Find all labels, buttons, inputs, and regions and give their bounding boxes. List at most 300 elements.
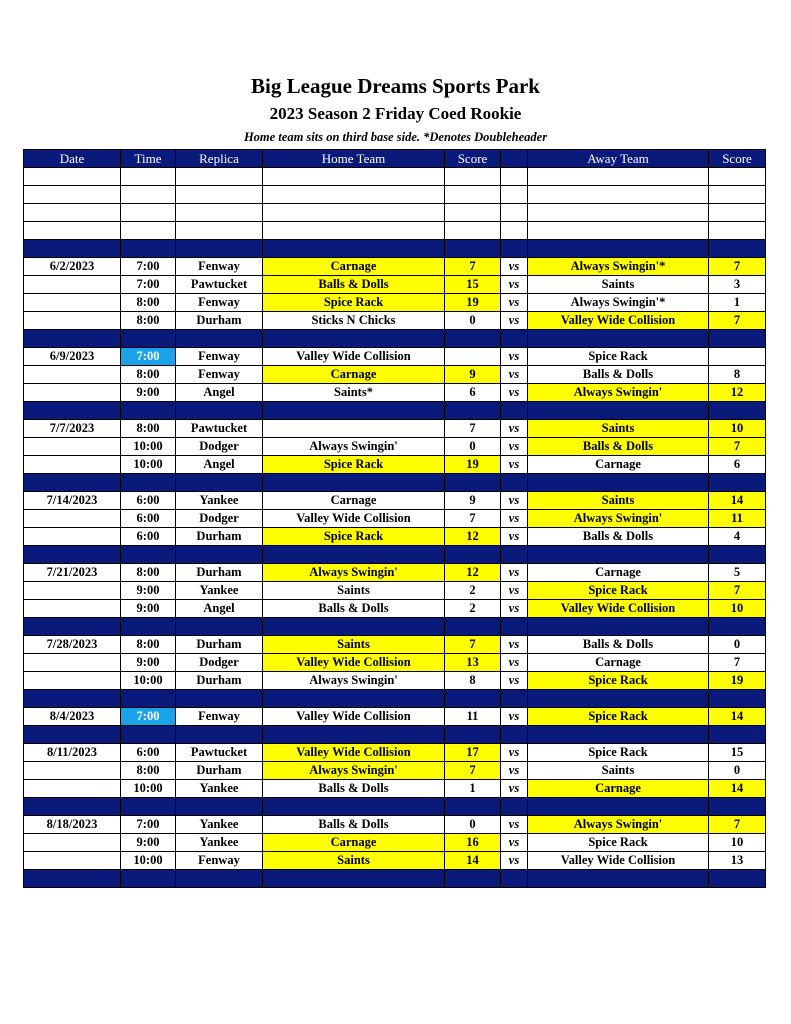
away-score: 10: [709, 420, 766, 438]
game-row: [24, 762, 766, 780]
game-replica: Durham: [176, 564, 263, 582]
home-team: Spice Rack: [263, 294, 445, 312]
game-row: [24, 420, 766, 438]
vs-label: vs: [501, 456, 528, 474]
week-separator-cell: [709, 474, 766, 492]
away-team: Balls & Dolls: [528, 636, 709, 654]
week-separator-cell: [24, 546, 121, 564]
home-team: Carnage: [263, 366, 445, 384]
game-row: [24, 438, 766, 456]
game-time: 9:00: [121, 834, 176, 852]
away-team: Valley Wide Collision: [528, 312, 709, 330]
week-separator-cell: [528, 798, 709, 816]
home-team: Valley Wide Collision: [263, 744, 445, 762]
col-header-away-score: Score: [709, 150, 766, 168]
away-team: Carnage: [528, 456, 709, 474]
home-team: [263, 420, 445, 438]
home-team: Sticks N Chicks: [263, 312, 445, 330]
away-team: Spice Rack: [528, 672, 709, 690]
week-separator-cell: [501, 798, 528, 816]
game-date: [24, 672, 121, 690]
game-time: 6:00: [121, 744, 176, 762]
game-time: 10:00: [121, 438, 176, 456]
game-date: [24, 780, 121, 798]
game-row: [24, 348, 766, 366]
game-row: [24, 294, 766, 312]
week-separator-cell: [445, 240, 501, 258]
col-header-home-team: Home Team: [263, 150, 445, 168]
week-separator-cell: [176, 870, 263, 888]
home-score: 17: [445, 744, 501, 762]
blank-row-cell: [445, 168, 501, 186]
week-separator-cell: [263, 474, 445, 492]
home-score: 11: [445, 708, 501, 726]
vs-label: vs: [501, 744, 528, 762]
week-separator-cell: [24, 330, 121, 348]
home-score: 2: [445, 600, 501, 618]
blank-row-cell: [501, 204, 528, 222]
away-score: 15: [709, 744, 766, 762]
week-separator-cell: [176, 690, 263, 708]
blank-row-cell: [445, 186, 501, 204]
away-score: 0: [709, 636, 766, 654]
blank-row-cell: [528, 186, 709, 204]
week-separator-cell: [263, 798, 445, 816]
game-time: 6:00: [121, 492, 176, 510]
vs-label: vs: [501, 294, 528, 312]
blank-row-cell: [24, 186, 121, 204]
vs-label: vs: [501, 492, 528, 510]
away-score: 7: [709, 582, 766, 600]
vs-label: vs: [501, 258, 528, 276]
away-team: Saints: [528, 420, 709, 438]
game-replica: Dodger: [176, 654, 263, 672]
week-separator-cell: [528, 870, 709, 888]
game-row: [24, 528, 766, 546]
week-separator-cell: [121, 870, 176, 888]
game-row: [24, 780, 766, 798]
week-separator-cell: [709, 798, 766, 816]
schedule-table: [23, 149, 766, 888]
col-header-time: Time: [121, 150, 176, 168]
week-separator-cell: [501, 870, 528, 888]
game-date: [24, 438, 121, 456]
week-separator-cell: [501, 402, 528, 420]
table-header-row: [24, 150, 766, 168]
vs-label: vs: [501, 762, 528, 780]
week-separator-cell: [24, 870, 121, 888]
game-time: 9:00: [121, 654, 176, 672]
blank-row-cell: [176, 168, 263, 186]
game-row: [24, 258, 766, 276]
game-time: 8:00: [121, 636, 176, 654]
week-separator-cell: [263, 402, 445, 420]
game-replica: Dodger: [176, 510, 263, 528]
week-separator-cell: [263, 726, 445, 744]
blank-row-cell: [528, 222, 709, 240]
week-separator-cell: [501, 618, 528, 636]
away-team: Carnage: [528, 564, 709, 582]
week-separator-cell: [121, 690, 176, 708]
game-row: [24, 816, 766, 834]
home-team: Balls & Dolls: [263, 276, 445, 294]
game-replica: Durham: [176, 672, 263, 690]
game-date: 6/2/2023: [24, 258, 121, 276]
schedule-body: [24, 168, 766, 888]
game-date: [24, 852, 121, 870]
blank-row-cell: [528, 204, 709, 222]
away-team: Balls & Dolls: [528, 366, 709, 384]
game-row: [24, 366, 766, 384]
game-time: 7:00: [121, 276, 176, 294]
game-replica: Fenway: [176, 348, 263, 366]
vs-label: vs: [501, 708, 528, 726]
away-team: Always Swingin'*: [528, 294, 709, 312]
home-score: 7: [445, 420, 501, 438]
vs-label: vs: [501, 366, 528, 384]
game-date: [24, 528, 121, 546]
home-score: 7: [445, 762, 501, 780]
away-score: 13: [709, 852, 766, 870]
game-time: 8:00: [121, 366, 176, 384]
home-score: 6: [445, 384, 501, 402]
game-time: 10:00: [121, 456, 176, 474]
game-date: [24, 366, 121, 384]
game-replica: Yankee: [176, 780, 263, 798]
week-separator-cell: [709, 690, 766, 708]
blank-row-cell: [121, 204, 176, 222]
week-separator-cell: [445, 546, 501, 564]
game-time: 9:00: [121, 582, 176, 600]
week-separator-cell: [176, 240, 263, 258]
game-date: [24, 294, 121, 312]
week-separator-cell: [528, 726, 709, 744]
away-score: 7: [709, 258, 766, 276]
game-date: [24, 384, 121, 402]
game-time: 7:00: [121, 258, 176, 276]
away-score: 10: [709, 834, 766, 852]
home-team: Valley Wide Collision: [263, 654, 445, 672]
page-subtitle: 2023 Season 2 Friday Coed Rookie: [269, 104, 522, 123]
blank-row-cell: [445, 222, 501, 240]
home-team: Carnage: [263, 492, 445, 510]
week-separator-cell: [528, 618, 709, 636]
week-separator: [24, 798, 766, 816]
week-separator: [24, 546, 766, 564]
game-date: [24, 510, 121, 528]
schedule-note: Home team sits on third base side. *Denotes Doubleheader: [243, 130, 548, 144]
game-date: 7/28/2023: [24, 636, 121, 654]
vs-label: vs: [501, 384, 528, 402]
home-team: Balls & Dolls: [263, 600, 445, 618]
week-separator: [24, 870, 766, 888]
week-separator-cell: [709, 240, 766, 258]
game-row: [24, 636, 766, 654]
week-separator-cell: [445, 726, 501, 744]
home-team: Valley Wide Collision: [263, 708, 445, 726]
away-score: [709, 348, 766, 366]
week-separator: [24, 726, 766, 744]
vs-label: vs: [501, 636, 528, 654]
home-team: Always Swingin': [263, 564, 445, 582]
game-replica: Angel: [176, 456, 263, 474]
home-score: 0: [445, 438, 501, 456]
vs-label: vs: [501, 510, 528, 528]
blank-row-cell: [24, 204, 121, 222]
week-separator-cell: [176, 402, 263, 420]
vs-label: vs: [501, 528, 528, 546]
week-separator-cell: [24, 690, 121, 708]
week-separator-cell: [501, 240, 528, 258]
game-time: 9:00: [121, 384, 176, 402]
vs-label: vs: [501, 582, 528, 600]
home-score: 9: [445, 366, 501, 384]
blank-row-cell: [445, 204, 501, 222]
home-team: Saints*: [263, 384, 445, 402]
home-score: 14: [445, 852, 501, 870]
week-separator-cell: [24, 618, 121, 636]
home-team: Spice Rack: [263, 528, 445, 546]
game-row: [24, 852, 766, 870]
vs-label: vs: [501, 348, 528, 366]
blank-row-cell: [263, 204, 445, 222]
week-separator-cell: [709, 402, 766, 420]
game-time: 8:00: [121, 762, 176, 780]
week-separator-cell: [24, 726, 121, 744]
away-team: Valley Wide Collision: [528, 600, 709, 618]
game-replica: Pawtucket: [176, 744, 263, 762]
blank-row-cell: [24, 168, 121, 186]
week-separator-cell: [709, 870, 766, 888]
week-separator-cell: [445, 402, 501, 420]
game-replica: Durham: [176, 762, 263, 780]
vs-label: vs: [501, 852, 528, 870]
blank-row: [24, 204, 766, 222]
week-separator-cell: [121, 798, 176, 816]
blank-row-cell: [528, 168, 709, 186]
game-replica: Pawtucket: [176, 276, 263, 294]
week-separator-cell: [528, 240, 709, 258]
game-time: 10:00: [121, 852, 176, 870]
col-header-date: Date: [24, 150, 121, 168]
game-date: [24, 600, 121, 618]
vs-label: vs: [501, 312, 528, 330]
week-separator-cell: [263, 240, 445, 258]
home-team: Always Swingin': [263, 762, 445, 780]
week-separator-cell: [445, 798, 501, 816]
week-separator-cell: [263, 546, 445, 564]
week-separator-cell: [121, 546, 176, 564]
away-score: 14: [709, 780, 766, 798]
blank-row-cell: [121, 186, 176, 204]
away-score: 7: [709, 654, 766, 672]
away-team: Spice Rack: [528, 834, 709, 852]
game-row: [24, 384, 766, 402]
game-row: [24, 564, 766, 582]
game-replica: Fenway: [176, 708, 263, 726]
game-date: [24, 762, 121, 780]
week-separator-cell: [176, 330, 263, 348]
home-team: Balls & Dolls: [263, 816, 445, 834]
vs-label: vs: [501, 564, 528, 582]
game-row: [24, 276, 766, 294]
game-row: [24, 582, 766, 600]
week-separator-cell: [263, 690, 445, 708]
col-header-home-score: Score: [445, 150, 501, 168]
week-separator-cell: [121, 330, 176, 348]
home-score: 12: [445, 528, 501, 546]
away-team: Always Swingin': [528, 816, 709, 834]
game-date: 7/21/2023: [24, 564, 121, 582]
game-row: [24, 654, 766, 672]
home-score: 13: [445, 654, 501, 672]
game-date: 7/7/2023: [24, 420, 121, 438]
home-score: 7: [445, 258, 501, 276]
game-date: [24, 276, 121, 294]
blank-row-cell: [501, 222, 528, 240]
home-score: 8: [445, 672, 501, 690]
home-score: 1: [445, 780, 501, 798]
blank-row-cell: [709, 186, 766, 204]
away-score: 10: [709, 600, 766, 618]
week-separator-cell: [263, 618, 445, 636]
blank-row-cell: [263, 186, 445, 204]
week-separator-cell: [528, 474, 709, 492]
away-score: 19: [709, 672, 766, 690]
week-separator-cell: [263, 330, 445, 348]
game-replica: Durham: [176, 528, 263, 546]
week-separator-cell: [445, 870, 501, 888]
game-row: [24, 312, 766, 330]
game-time: 8:00: [121, 420, 176, 438]
away-team: Carnage: [528, 654, 709, 672]
away-team: Saints: [528, 492, 709, 510]
week-separator-cell: [24, 402, 121, 420]
week-separator-cell: [501, 690, 528, 708]
week-separator-cell: [24, 474, 121, 492]
week-separator-cell: [121, 726, 176, 744]
away-score: 8: [709, 366, 766, 384]
away-team: Spice Rack: [528, 582, 709, 600]
away-score: 14: [709, 708, 766, 726]
game-date: 7/14/2023: [24, 492, 121, 510]
home-score: 16: [445, 834, 501, 852]
blank-row-cell: [176, 222, 263, 240]
week-separator-cell: [709, 618, 766, 636]
col-header-replica: Replica: [176, 150, 263, 168]
away-team: Always Swingin'*: [528, 258, 709, 276]
game-time: 6:00: [121, 510, 176, 528]
game-replica: Yankee: [176, 492, 263, 510]
away-team: Spice Rack: [528, 348, 709, 366]
blank-row: [24, 168, 766, 186]
home-team: Always Swingin': [263, 672, 445, 690]
game-row: [24, 456, 766, 474]
game-date: 8/4/2023: [24, 708, 121, 726]
game-time: 7:00: [121, 816, 176, 834]
away-team: Saints: [528, 276, 709, 294]
away-score: 5: [709, 564, 766, 582]
blank-row-cell: [709, 222, 766, 240]
away-team: Always Swingin': [528, 384, 709, 402]
week-separator: [24, 330, 766, 348]
game-time: 7:00: [121, 348, 176, 366]
home-score: 7: [445, 510, 501, 528]
week-separator-cell: [121, 618, 176, 636]
week-separator-cell: [121, 402, 176, 420]
blank-row-cell: [176, 204, 263, 222]
game-time: 8:00: [121, 564, 176, 582]
vs-label: vs: [501, 420, 528, 438]
week-separator-cell: [176, 798, 263, 816]
away-team: Balls & Dolls: [528, 438, 709, 456]
vs-label: vs: [501, 276, 528, 294]
week-separator-cell: [263, 870, 445, 888]
home-score: 19: [445, 294, 501, 312]
game-row: [24, 600, 766, 618]
game-time: 9:00: [121, 600, 176, 618]
game-time: 8:00: [121, 294, 176, 312]
week-separator-cell: [121, 240, 176, 258]
game-replica: Yankee: [176, 582, 263, 600]
blank-row: [24, 186, 766, 204]
game-date: [24, 456, 121, 474]
blank-row-cell: [501, 186, 528, 204]
blank-row-cell: [709, 204, 766, 222]
week-separator-cell: [445, 618, 501, 636]
blank-row-cell: [121, 168, 176, 186]
week-separator-cell: [176, 546, 263, 564]
home-score: 9: [445, 492, 501, 510]
game-replica: Fenway: [176, 258, 263, 276]
home-team: Valley Wide Collision: [263, 348, 445, 366]
home-team: Saints: [263, 636, 445, 654]
blank-row-cell: [176, 186, 263, 204]
away-score: 7: [709, 438, 766, 456]
vs-label: vs: [501, 816, 528, 834]
week-separator: [24, 618, 766, 636]
game-replica: Fenway: [176, 852, 263, 870]
week-separator-cell: [176, 474, 263, 492]
vs-label: vs: [501, 672, 528, 690]
blank-row-cell: [121, 222, 176, 240]
week-separator-cell: [528, 690, 709, 708]
week-separator-cell: [528, 330, 709, 348]
away-score: 3: [709, 276, 766, 294]
game-replica: Yankee: [176, 834, 263, 852]
game-time: 7:00: [121, 708, 176, 726]
week-separator-cell: [528, 546, 709, 564]
home-team: Always Swingin': [263, 438, 445, 456]
week-separator: [24, 474, 766, 492]
home-team: Carnage: [263, 258, 445, 276]
away-score: 7: [709, 816, 766, 834]
week-separator-cell: [176, 726, 263, 744]
game-replica: Pawtucket: [176, 420, 263, 438]
game-date: 8/18/2023: [24, 816, 121, 834]
week-separator-cell: [528, 402, 709, 420]
blank-row-cell: [24, 222, 121, 240]
game-row: [24, 744, 766, 762]
page-title: Big League Dreams Sports Park: [251, 74, 540, 98]
away-team: Saints: [528, 762, 709, 780]
week-separator-cell: [501, 546, 528, 564]
week-separator-cell: [709, 726, 766, 744]
game-date: [24, 582, 121, 600]
week-separator-cell: [501, 474, 528, 492]
week-separator-cell: [24, 240, 121, 258]
home-team: Saints: [263, 852, 445, 870]
